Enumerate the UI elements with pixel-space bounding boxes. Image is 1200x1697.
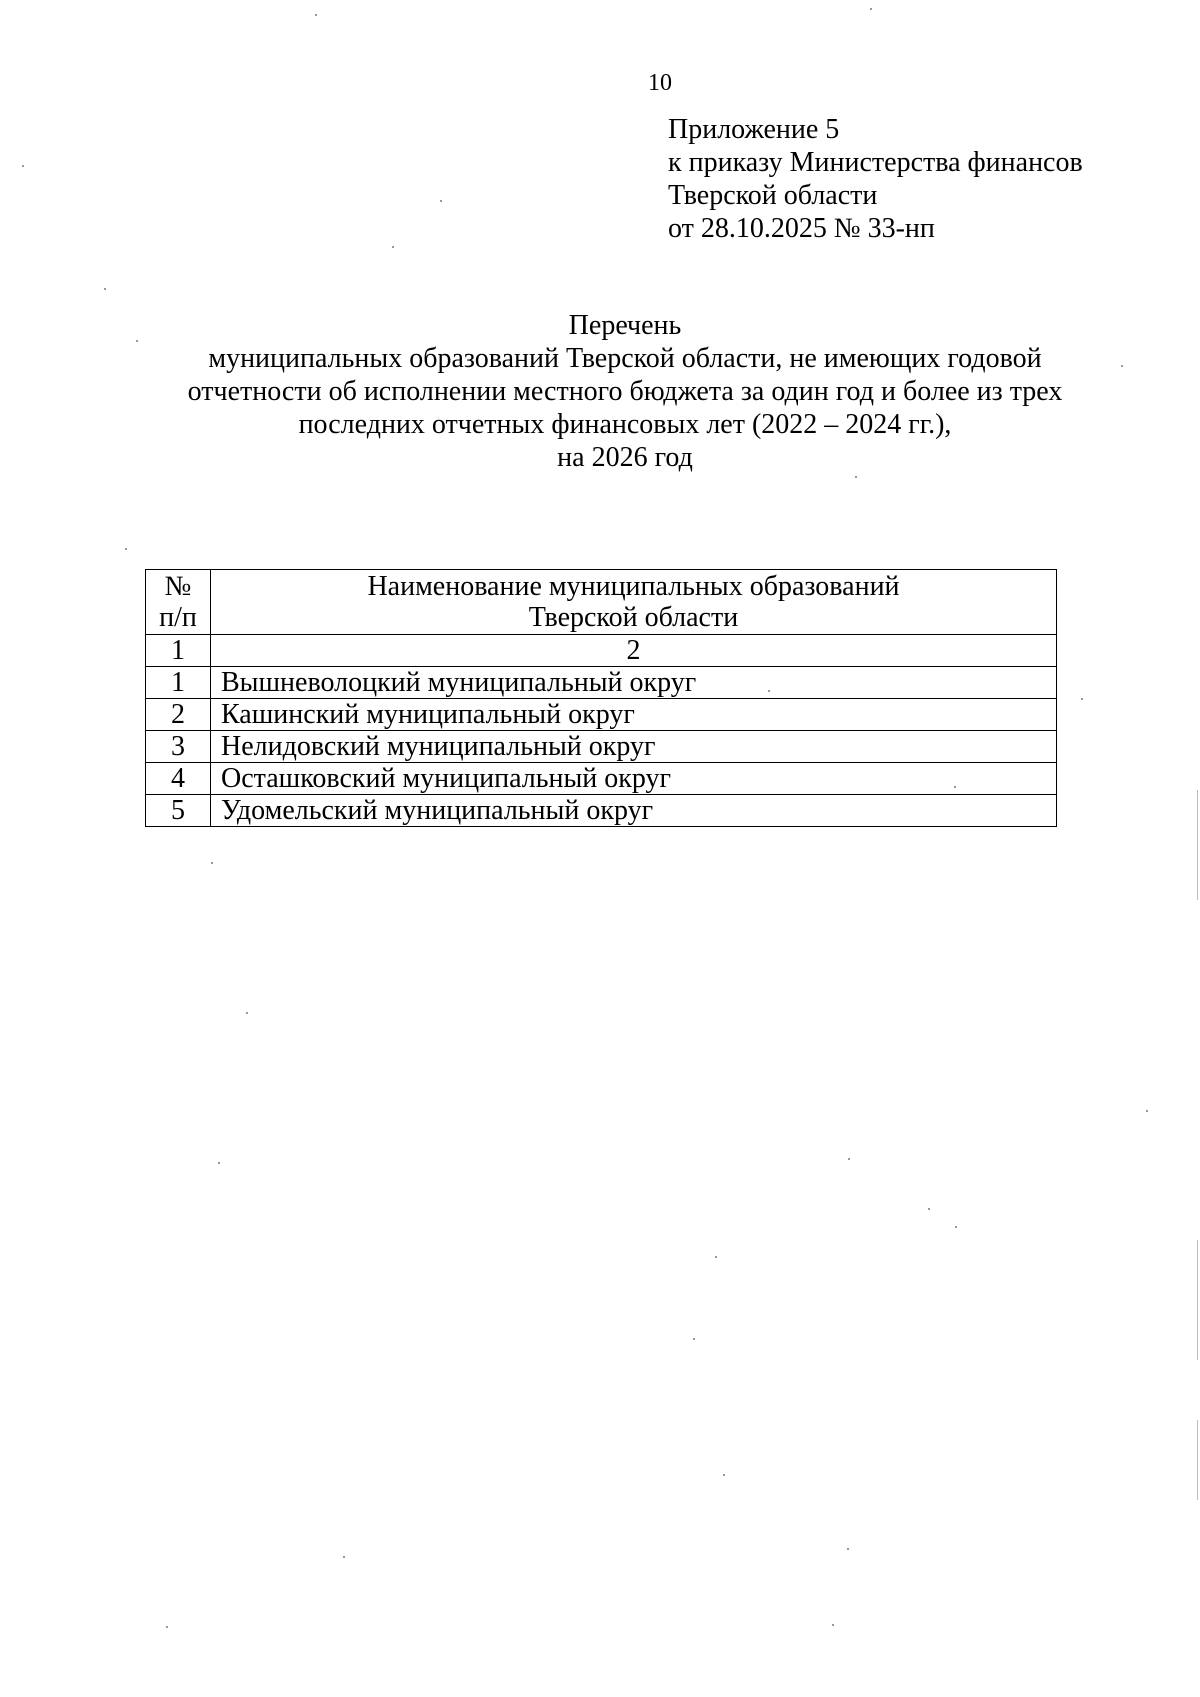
table-row [146, 763, 1057, 795]
appendix-line: Приложение 5 [668, 114, 840, 145]
table-row [146, 731, 1057, 763]
title-line: Перечень [568, 310, 682, 341]
scan-speck [847, 1548, 849, 1550]
scan-edge-line [1197, 1240, 1198, 1360]
scan-speck [392, 246, 394, 248]
scan-speck [715, 1256, 717, 1258]
page-number: 10 [648, 70, 672, 96]
scan-speck [955, 1226, 957, 1228]
row-number-cell: 2 [146, 699, 211, 731]
row-name-cell: Удомельский муниципальный округ [211, 795, 1057, 827]
scan-speck [22, 165, 24, 167]
row-name-cell: Вышневолоцкий муниципальный округ [211, 667, 1057, 699]
scan-speck [211, 862, 213, 864]
title-line: на 2026 год [557, 442, 693, 473]
scan-speck [104, 288, 106, 290]
scan-speck [928, 1208, 930, 1210]
scan-speck [343, 1556, 345, 1558]
scan-speck [125, 548, 127, 550]
scan-speck [1121, 365, 1123, 367]
scan-speck [832, 1624, 834, 1626]
scan-speck [848, 1158, 850, 1160]
scan-speck [166, 1626, 168, 1628]
row-number-cell: 5 [146, 795, 211, 827]
scan-speck [246, 1012, 248, 1014]
scan-speck [855, 476, 857, 478]
appendix-block [668, 113, 1083, 245]
row-name-cell: Нелидовский муниципальный округ [211, 731, 1057, 763]
scan-speck [768, 690, 770, 692]
header-number-line: п/п [159, 602, 197, 633]
title-line: муниципальных образований Тверской области, не имеющих годовой [208, 343, 1042, 374]
title-line: последних отчетных финансовых лет (2022 – 2024 гг.), [298, 409, 952, 440]
scan-speck [870, 8, 872, 10]
municipalities-table [145, 569, 1057, 827]
scan-speck [693, 1338, 695, 1340]
header-name-line: Тверской области [528, 602, 739, 633]
row-name-cell: Осташковский муниципальный округ [211, 763, 1057, 795]
table-header-row [146, 570, 1057, 635]
scan-speck [136, 340, 138, 342]
scan-speck [440, 200, 442, 202]
scan-speck [1146, 1110, 1148, 1112]
header-number-cell [146, 570, 211, 635]
row-name-cell: Кашинский муниципальный округ [211, 699, 1057, 731]
row-number-cell: 4 [146, 763, 211, 795]
table-row [146, 795, 1057, 827]
scan-speck [1081, 698, 1083, 700]
scan-edge-line [1197, 1420, 1198, 1500]
table-row [146, 667, 1057, 699]
scan-speck [218, 1162, 220, 1164]
header-name-line: Наименование муниципальных образований [367, 571, 900, 602]
column-index-row [146, 635, 1057, 667]
row-number-cell: 1 [146, 667, 211, 699]
title-line: отчетности об исполнении местного бюджета за один год и более из трех [187, 376, 1063, 407]
scan-speck [723, 1474, 725, 1476]
scan-edge-line [1197, 790, 1198, 900]
document-title [130, 309, 1120, 474]
column-index-cell: 1 [146, 635, 211, 667]
appendix-line: от 28.10.2025 № 33-нп [668, 213, 935, 244]
row-number-cell: 3 [146, 731, 211, 763]
header-name-cell [211, 570, 1057, 635]
header-number-line: № [164, 571, 192, 602]
column-index-cell: 2 [211, 635, 1057, 667]
scan-speck [954, 786, 956, 788]
appendix-line: Тверской области [668, 180, 878, 211]
scan-speck [315, 14, 317, 16]
table-row [146, 699, 1057, 731]
appendix-line: к приказу Министерства финансов [668, 147, 1083, 178]
